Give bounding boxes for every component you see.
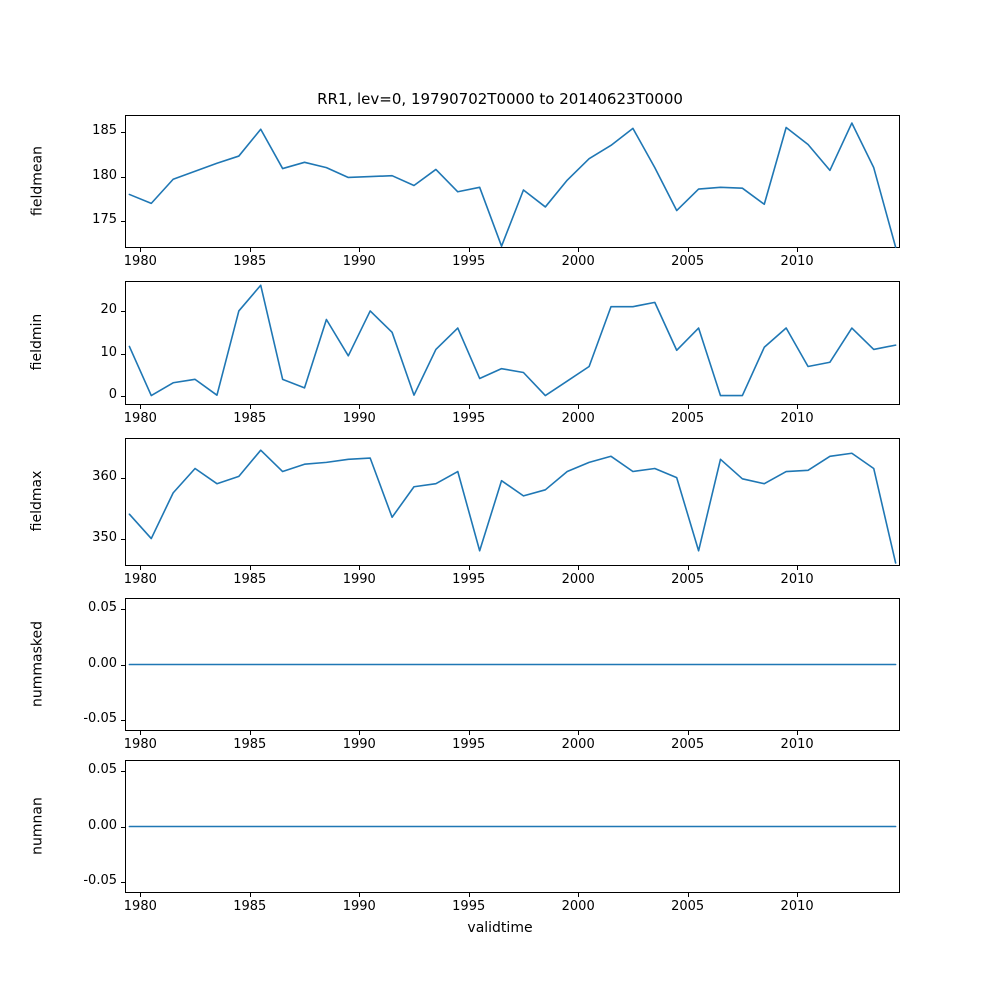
- x-tick-mark: [797, 731, 798, 735]
- x-tick-label: 2010: [780, 254, 814, 269]
- x-tick-label: 2010: [780, 737, 814, 752]
- y-tick-label: 185: [92, 122, 117, 138]
- x-tick-label: 1990: [342, 737, 376, 752]
- data-line-nummasked: [125, 598, 900, 731]
- x-tick-label: 1980: [123, 411, 157, 426]
- x-tick-mark: [797, 248, 798, 252]
- x-tick-mark: [688, 731, 689, 735]
- x-tick-label: 2000: [561, 254, 595, 269]
- x-tick-label: 1990: [342, 572, 376, 587]
- y-axis-label-fieldmin: fieldmin: [29, 313, 45, 371]
- y-axis-label-numnan: numnan: [29, 796, 45, 855]
- plot-panel-numnan: [29, 760, 900, 914]
- x-tick-mark: [688, 893, 689, 897]
- x-tick-label: 2010: [780, 411, 814, 426]
- y-tick-label: 0.05: [88, 600, 117, 616]
- x-tick-label: 1985: [233, 737, 267, 752]
- x-axis-label: validtime: [467, 920, 533, 936]
- x-tick-label: 2010: [780, 572, 814, 587]
- y-tick-mark: [121, 354, 125, 355]
- y-tick-mark: [121, 539, 125, 540]
- x-tick-label: 1990: [342, 411, 376, 426]
- y-tick-mark: [121, 478, 125, 479]
- plot-panel-nummasked: [29, 598, 900, 752]
- x-tick-label: 2005: [671, 411, 705, 426]
- x-tick-mark: [469, 893, 470, 897]
- x-tick-label: 1985: [233, 254, 267, 269]
- x-tick-mark: [797, 566, 798, 570]
- y-tick-mark: [121, 177, 125, 178]
- x-tick-mark: [578, 405, 579, 409]
- x-tick-mark: [688, 566, 689, 570]
- x-tick-label: 1995: [452, 411, 486, 426]
- data-line-fieldmin: [125, 281, 900, 405]
- x-tick-mark: [578, 566, 579, 570]
- x-tick-mark: [250, 566, 251, 570]
- x-tick-label: 1980: [123, 572, 157, 587]
- x-tick-mark: [359, 405, 360, 409]
- x-tick-mark: [469, 405, 470, 409]
- figure-title: RR1, lev=0, 19790702T0000 to 20140623T0000: [317, 90, 683, 108]
- plot-panel-fieldmin: [29, 281, 900, 426]
- x-tick-mark: [688, 248, 689, 252]
- y-tick-label: 10: [100, 344, 117, 360]
- x-tick-mark: [250, 405, 251, 409]
- y-tick-label: 20: [100, 301, 117, 317]
- x-tick-mark: [688, 405, 689, 409]
- y-axis-label-nummasked: nummasked: [29, 620, 45, 707]
- data-line-fieldmean: [125, 115, 900, 248]
- x-tick-mark: [469, 248, 470, 252]
- data-line-fieldmax: [125, 438, 900, 566]
- x-tick-label: 2005: [671, 737, 705, 752]
- plot-panel-fieldmax: [29, 438, 900, 587]
- y-axis-label-fieldmean: fieldmean: [29, 145, 45, 216]
- x-tick-label: 2005: [671, 254, 705, 269]
- x-tick-label: 2000: [561, 899, 595, 914]
- x-tick-label: 1980: [123, 254, 157, 269]
- y-tick-label: 0.00: [88, 655, 117, 671]
- y-tick-label: -0.05: [83, 710, 117, 726]
- x-tick-mark: [469, 731, 470, 735]
- y-tick-label: 0: [108, 387, 117, 403]
- x-tick-label: 2005: [671, 572, 705, 587]
- x-tick-label: 1995: [452, 572, 486, 587]
- x-tick-label: 2005: [671, 899, 705, 914]
- x-tick-label: 2010: [780, 899, 814, 914]
- plot-panel-fieldmean: [29, 115, 900, 269]
- x-tick-mark: [250, 731, 251, 735]
- x-tick-mark: [250, 893, 251, 897]
- y-tick-label: 175: [92, 212, 117, 228]
- x-tick-mark: [359, 731, 360, 735]
- y-axis-label-fieldmax: fieldmax: [29, 470, 45, 532]
- x-tick-mark: [140, 405, 141, 409]
- y-tick-label: 0.00: [88, 817, 117, 833]
- x-tick-mark: [140, 566, 141, 570]
- x-tick-label: 2000: [561, 411, 595, 426]
- x-tick-mark: [578, 248, 579, 252]
- x-tick-label: 1995: [452, 254, 486, 269]
- x-tick-mark: [469, 566, 470, 570]
- x-tick-label: 1990: [342, 899, 376, 914]
- x-tick-label: 1985: [233, 899, 267, 914]
- x-tick-label: 1995: [452, 899, 486, 914]
- y-tick-label: 360: [92, 468, 117, 484]
- y-tick-mark: [121, 771, 125, 772]
- x-tick-mark: [359, 893, 360, 897]
- y-tick-label: 0.05: [88, 762, 117, 778]
- x-tick-mark: [578, 731, 579, 735]
- y-tick-label: -0.05: [83, 872, 117, 888]
- x-tick-label: 1980: [123, 737, 157, 752]
- x-tick-label: 1985: [233, 411, 267, 426]
- x-tick-mark: [140, 248, 141, 252]
- x-tick-label: 1985: [233, 572, 267, 587]
- x-tick-mark: [140, 893, 141, 897]
- x-tick-mark: [250, 248, 251, 252]
- y-tick-mark: [121, 609, 125, 610]
- x-tick-mark: [797, 405, 798, 409]
- x-tick-label: 1990: [342, 254, 376, 269]
- y-tick-mark: [121, 132, 125, 133]
- y-tick-mark: [121, 882, 125, 883]
- x-tick-mark: [797, 893, 798, 897]
- data-line-numnan: [125, 760, 900, 893]
- x-tick-label: 1995: [452, 737, 486, 752]
- y-tick-mark: [121, 221, 125, 222]
- y-tick-mark: [121, 720, 125, 721]
- x-tick-mark: [140, 731, 141, 735]
- y-tick-mark: [121, 311, 125, 312]
- y-tick-mark: [121, 665, 125, 666]
- x-tick-mark: [578, 893, 579, 897]
- x-tick-label: 2000: [561, 572, 595, 587]
- y-tick-mark: [121, 396, 125, 397]
- y-tick-label: 350: [92, 529, 117, 545]
- x-tick-mark: [359, 566, 360, 570]
- y-tick-mark: [121, 827, 125, 828]
- x-tick-label: 1980: [123, 899, 157, 914]
- y-tick-label: 180: [92, 167, 117, 183]
- x-tick-label: 2000: [561, 737, 595, 752]
- x-tick-mark: [359, 248, 360, 252]
